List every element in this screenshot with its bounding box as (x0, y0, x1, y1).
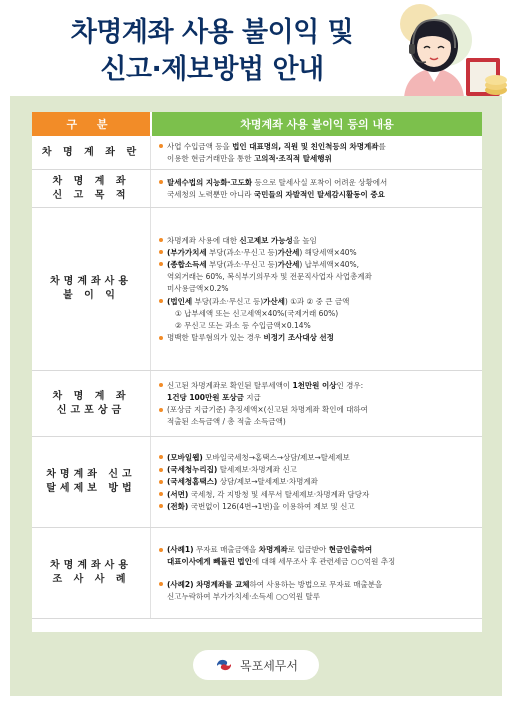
category-label: 차명계좌사용 (50, 276, 132, 287)
emphasis-text: (사례1) (167, 545, 194, 555)
coin-icon (485, 75, 507, 85)
emphasis-text: (사례2) (167, 579, 194, 589)
body-text: 미사용금액×0.2% (167, 284, 229, 294)
bullet-icon (159, 299, 163, 303)
category-label: 차명계좌 신고 (46, 469, 136, 480)
item-continuation (159, 392, 476, 404)
bullet-icon (159, 408, 163, 412)
body-text: 상담/제보→탈세제보·차명계좌 (217, 477, 318, 487)
body-text: 이용한 현금거래만을 통한 (167, 154, 254, 163)
bullet-item (159, 177, 476, 189)
body-text: 하여 사용하는 방법으로 무자료 매출분을 (249, 579, 383, 589)
row-content (151, 136, 482, 169)
table-row (32, 528, 482, 619)
category-label: 신고포상금 (56, 404, 126, 416)
row-category (32, 528, 151, 618)
emphasis-text: 비정기 조사대상 선정 (263, 333, 334, 343)
body-text: 역외거래는 60%, 복식부기의무자 및 전문직사업자 사업총계좌 (167, 272, 372, 282)
emphasis-text: 차명계좌를 교체 (193, 579, 250, 589)
title-line-2: 신고·제보방법 안내 (100, 54, 324, 85)
body-text: 인 경우: (336, 380, 364, 390)
table-row (32, 371, 482, 437)
table-row (32, 170, 482, 208)
item-continuation (159, 416, 476, 428)
header-content: 차명계좌 사용 불이익 등의 내용 (152, 112, 482, 136)
emphasis-text: 법인 대표명의, 직원 및 친인척등의 차명계좌 (232, 141, 379, 151)
category-label: 탈세제보 방법 (46, 483, 136, 494)
body-text: 국세청, 각 지방청 및 세무서 탈세제보·차명계좌 담당자 (188, 489, 370, 499)
body-text: 탈세제보·차명계좌 신고 (217, 465, 297, 475)
row-category (32, 371, 151, 436)
page-title (42, 14, 382, 88)
emphasis-text: 탈세수법의 지능화·고도화 (167, 177, 253, 187)
row-content (151, 371, 482, 436)
government-emblem-icon (214, 655, 234, 675)
table-header (32, 112, 482, 136)
row-content (151, 170, 482, 207)
row-category (32, 170, 151, 207)
emphasis-text: (종합소득세 (167, 259, 207, 269)
body-text: 부당(과소·무신고 등) (206, 259, 278, 269)
bullet-icon (159, 144, 163, 148)
emphasis-text: 현금인출하여 (328, 545, 373, 555)
category-label: 차 명 계 좌 란 (41, 146, 141, 158)
emphasis-text: (모바일웹) (167, 452, 203, 462)
bullet-item (159, 452, 476, 464)
body-text: 적출된 소득금액 / 총 적출 소득금액) (167, 417, 286, 427)
category-label: 조 사 사 례 (52, 574, 130, 585)
table-rows (32, 136, 482, 619)
bullet-item (159, 296, 476, 308)
body-text: 모바일국세청→홈택스→상담/제보→탈세제보 (202, 452, 350, 462)
bullet-item (159, 544, 476, 556)
emphasis-text: (부가가치세 (167, 247, 207, 257)
bullet-item (159, 501, 476, 513)
bullet-item (159, 141, 476, 153)
emphasis-text: 1천만원 이상 (292, 380, 337, 390)
row-category (32, 136, 151, 169)
emphasis-text: 가산세 (277, 259, 300, 269)
body-text: 국번없이 126(4번→1번)을 이용하여 제보 및 신고 (188, 501, 355, 511)
table-row (32, 136, 482, 170)
bullet-item (159, 247, 476, 259)
bullet-item (159, 489, 476, 501)
bullet-icon (159, 455, 163, 459)
bullet-item (159, 579, 476, 591)
category-label: 차 명 계 좌 (52, 390, 130, 402)
bullet-icon (159, 548, 163, 552)
body-text: ) 해당세액×40% (299, 247, 357, 257)
bullet-icon (159, 336, 163, 340)
content-panel (10, 96, 502, 696)
body-text: 차명계좌 사용에 대한 (167, 235, 240, 245)
table-row (32, 437, 482, 528)
bullet-item (159, 235, 476, 247)
emphasis-text: 1건당 100만원 포상금 (167, 392, 244, 402)
body-text: 을 높임 (292, 235, 317, 245)
item-continuation (159, 271, 476, 283)
body-text: 에 대해 세무조사 후 관련세금 ○○억원 추징 (251, 557, 396, 567)
item-continuation (159, 153, 476, 165)
title-line-1: 차명계좌 사용 불이익 및 (70, 17, 354, 48)
bullet-icon (159, 383, 163, 387)
agency-badge (193, 650, 319, 680)
item-continuation (159, 591, 476, 603)
row-content (151, 208, 482, 370)
emphasis-text: 차명계좌 (258, 545, 288, 555)
body-text: ① 납부세액 또는 신고세액×40%(국제거래 60%) (175, 308, 339, 318)
bullet-item (159, 476, 476, 488)
body-text: 명백한 탈루혐의가 있는 경우 (167, 333, 264, 343)
bullet-icon (159, 492, 163, 496)
body-text: 로 입금받아 (287, 545, 329, 555)
emphasis-text: 가산세 (277, 247, 300, 257)
body-text: (포상금 지급기준) 추징세액×(신고된 차명계좌 확인에 대하여 (167, 405, 368, 414)
bullet-item (159, 404, 476, 416)
table-row (32, 208, 482, 371)
emphasis-text: (서면) (167, 489, 189, 499)
bullet-icon (159, 250, 163, 254)
bullet-icon (159, 582, 163, 586)
header (0, 0, 518, 96)
row-content (151, 437, 482, 527)
emphasis-text: 신고제보 가능성 (239, 235, 293, 245)
category-label: 차명계좌사용 (50, 560, 132, 571)
body-text: 국세청의 노력뿐만 아니라 (167, 190, 254, 199)
body-text: ② 무신고 또는 과소 등 수입금액×0.14% (175, 321, 311, 330)
row-category (32, 437, 151, 527)
bullet-icon (159, 468, 163, 472)
bullet-icon (159, 262, 163, 266)
info-table (32, 112, 482, 632)
emphasis-text: (법인세 (167, 296, 193, 306)
body-text: 등으로 탈세사실 포착이 어려운 상황에서 (252, 177, 388, 187)
bullet-icon (159, 180, 163, 184)
bullet-icon (159, 238, 163, 242)
bullet-item (159, 259, 476, 271)
row-category (32, 208, 151, 370)
body-text: ) ①과 ② 중 큰 금액 (284, 296, 350, 306)
bullet-item (159, 464, 476, 476)
emphasis-text: (국세청홈택스) (167, 477, 218, 487)
emphasis-text: 대표이사에게 빼돌린 법인 (167, 557, 252, 567)
body-text: 신고누락하여 부가가치세·소득세 ○○억원 탈루 (167, 591, 321, 601)
category-label: 불 이 익 (63, 290, 119, 301)
item-continuation (159, 189, 476, 201)
body-text: 지급 (243, 392, 261, 402)
bullet-item (159, 380, 476, 392)
bullet-icon (159, 504, 163, 508)
emphasis-text: 고의적·조직적 탈세행위 (253, 154, 332, 163)
item-continuation (159, 556, 476, 568)
body-text: 를 (378, 141, 386, 151)
item-continuation (159, 320, 476, 332)
emphasis-text: 가산세 (263, 296, 285, 306)
header-category: 구 분 (32, 112, 150, 136)
bullet-icon (159, 480, 163, 484)
item-continuation (159, 308, 476, 320)
body-text: 무자료 매출금액을 (193, 545, 259, 555)
body-text: 사업 수입금액 등을 (167, 141, 233, 151)
agency-name: 목포세무서 (240, 658, 298, 673)
emphasis-text: (국세청누리집) (167, 465, 218, 475)
emphasis-text: 국민들의 자발적인 탈세감시활동이 중요 (253, 190, 385, 199)
body-text: 부당(과소·무신고 등) (206, 247, 278, 257)
body-text: ) 납부세액×40%, (299, 259, 360, 269)
bullet-item (159, 332, 476, 344)
body-text: 신고된 차명계좌로 확인된 탈루세액이 (167, 380, 293, 390)
category-label: 차 명 계 좌 (52, 175, 130, 187)
category-label: 신 고 목 적 (52, 189, 130, 201)
item-continuation (159, 283, 476, 295)
row-content (151, 528, 482, 618)
consultant-illustration (362, 2, 512, 98)
body-text: 부당(과소·무신고 등) (192, 296, 264, 306)
emphasis-text: (전화) (167, 501, 189, 511)
